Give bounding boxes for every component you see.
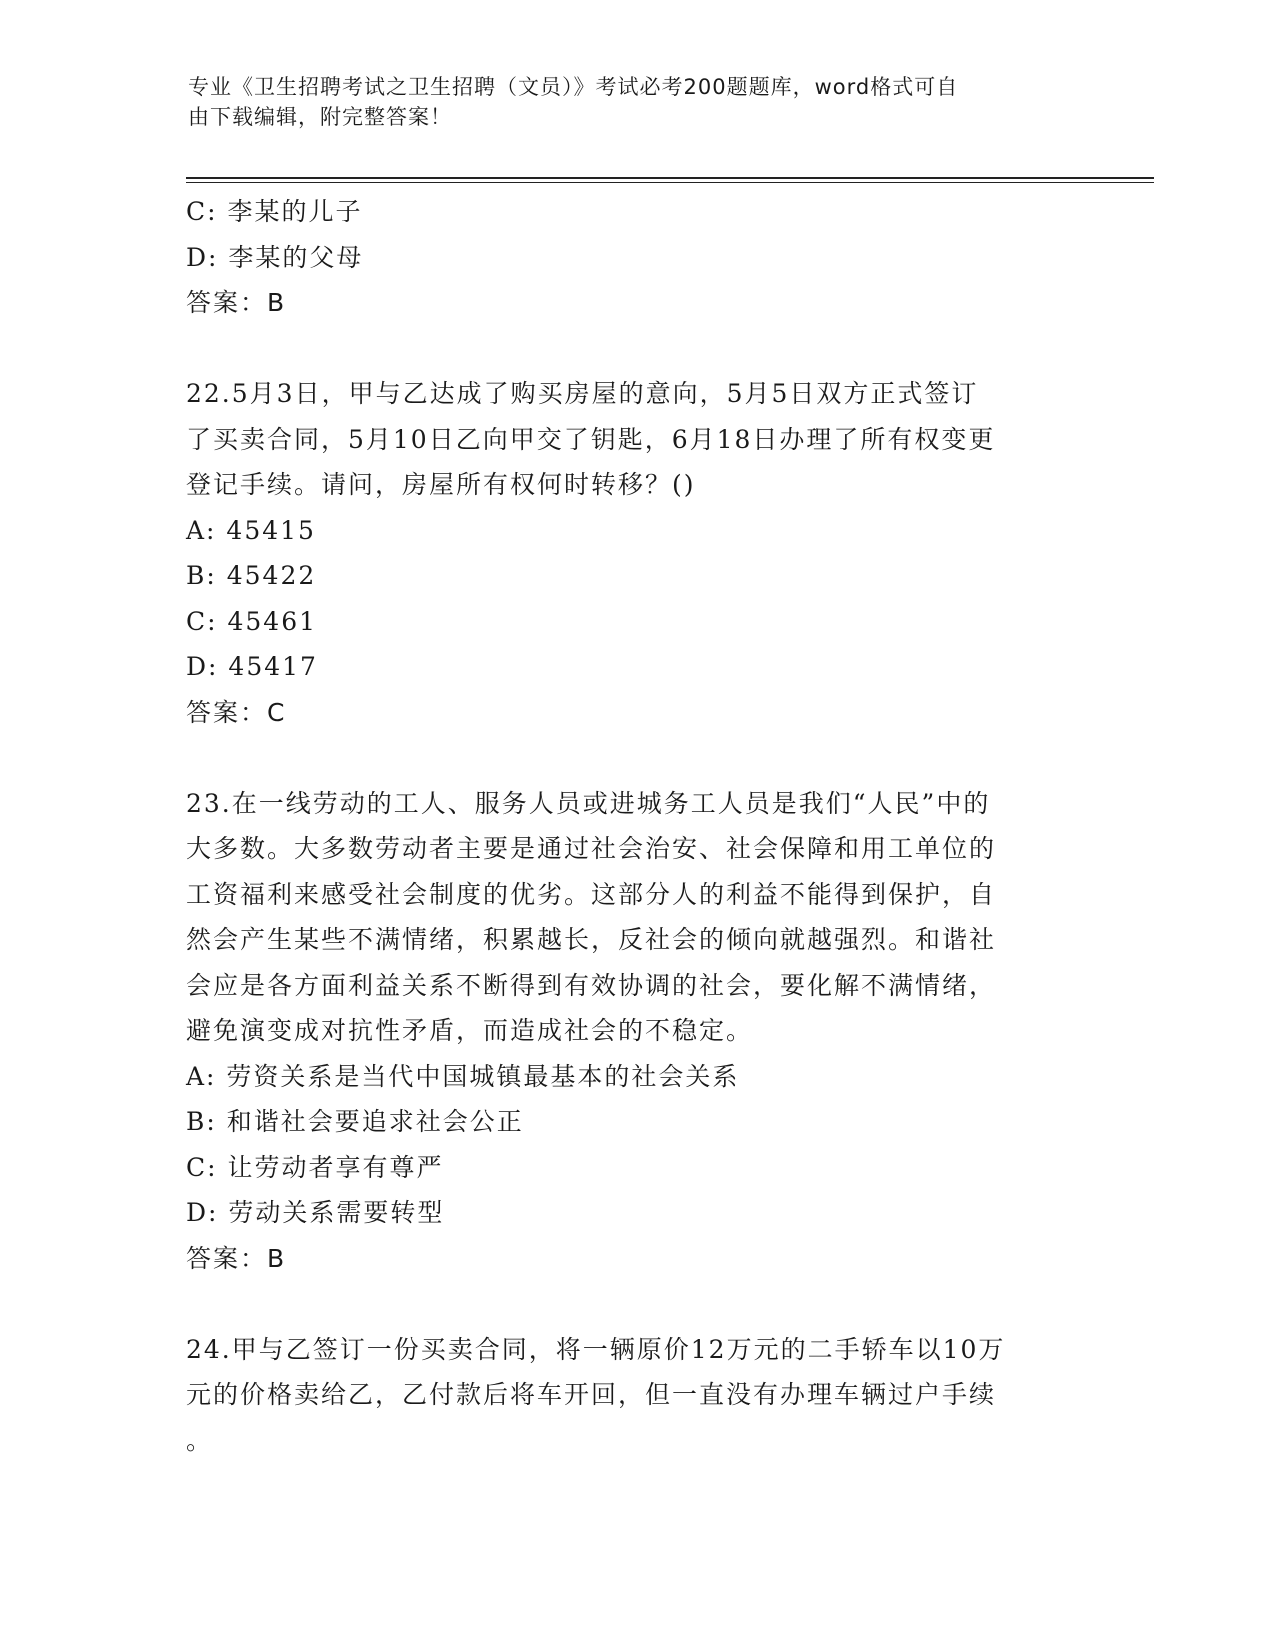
option-d: D: 李某的父母 [186, 242, 364, 272]
header-rule-thin [186, 182, 1154, 183]
question-stem-line: 工资福利来感受社会制度的优劣。这部分人的利益不能得到保护，自 [186, 879, 997, 909]
option-d: D: 45417 [186, 652, 318, 681]
spacer [186, 326, 1086, 372]
question-stem-line: 元的价格卖给乙，乙付款后将车开回，但一直没有办理车辆过户手续 [186, 1380, 997, 1409]
option-c: C: 李某的儿子 [186, 197, 363, 226]
header-line-1: 专业《卫生招聘考试之卫生招聘（文员）》考试必考200题题库，word格式可自 [188, 75, 959, 99]
document-header [188, 72, 1068, 132]
question-22 [186, 371, 1086, 735]
spacer [186, 1281, 1086, 1327]
question-21 [186, 189, 1086, 326]
question-stem-line: 24.甲与乙签订一份买卖合同，将一辆原价12万元的二手轿车以10万 [186, 1334, 1006, 1364]
question-stem-line: 会应是各方面利益关系不断得到有效协调的社会，要化解不满情绪， [186, 970, 997, 1000]
question-stem-line: 22.5月3日，甲与乙达成了购买房屋的意向，5月5日双方正式签订 [186, 379, 979, 408]
question-24 [186, 1327, 1086, 1464]
option-b: B: 和谐社会要追求社会公正 [186, 1107, 524, 1136]
answer: 答案：B [186, 1243, 287, 1273]
answer: 答案：C [186, 697, 287, 727]
question-stem-line: 大多数。大多数劳动者主要是通过社会治安、社会保障和用工单位的 [186, 834, 997, 863]
answer: 答案：B [186, 288, 287, 317]
spacer [186, 735, 1086, 781]
question-stem-line: 23.在一线劳动的工人、服务人员或进城务工人员是我们“人民”中的 [186, 788, 991, 818]
question-23 [186, 781, 1086, 1282]
option-b: B: 45422 [186, 561, 317, 590]
question-stem-line: 了买卖合同，5月10日乙向甲交了钥匙，6月18日办理了所有权变更 [186, 424, 996, 454]
header-line-2: 由下载编辑，附完整答案！ [188, 105, 452, 129]
header-rule-thick [186, 177, 1154, 179]
question-stem-line: 登记手续。请问，房屋所有权何时转移？() [186, 470, 696, 499]
option-a: A: 45415 [186, 515, 316, 545]
question-stem-line: 。 [186, 1425, 214, 1455]
option-c: C: 让劳动者享有尊严 [186, 1152, 444, 1182]
option-d: D: 劳动关系需要转型 [186, 1198, 445, 1227]
question-stem-line: 避免演变成对抗性矛盾，而造成社会的不稳定。 [186, 1016, 754, 1045]
question-stem-line: 然会产生某些不满情绪，积累越长，反社会的倾向就越强烈。和谐社 [186, 925, 997, 954]
document-body [186, 189, 1086, 1463]
option-c: C: 45461 [186, 606, 318, 636]
option-a: A: 劳资关系是当代中国城镇最基本的社会关系 [186, 1061, 740, 1091]
